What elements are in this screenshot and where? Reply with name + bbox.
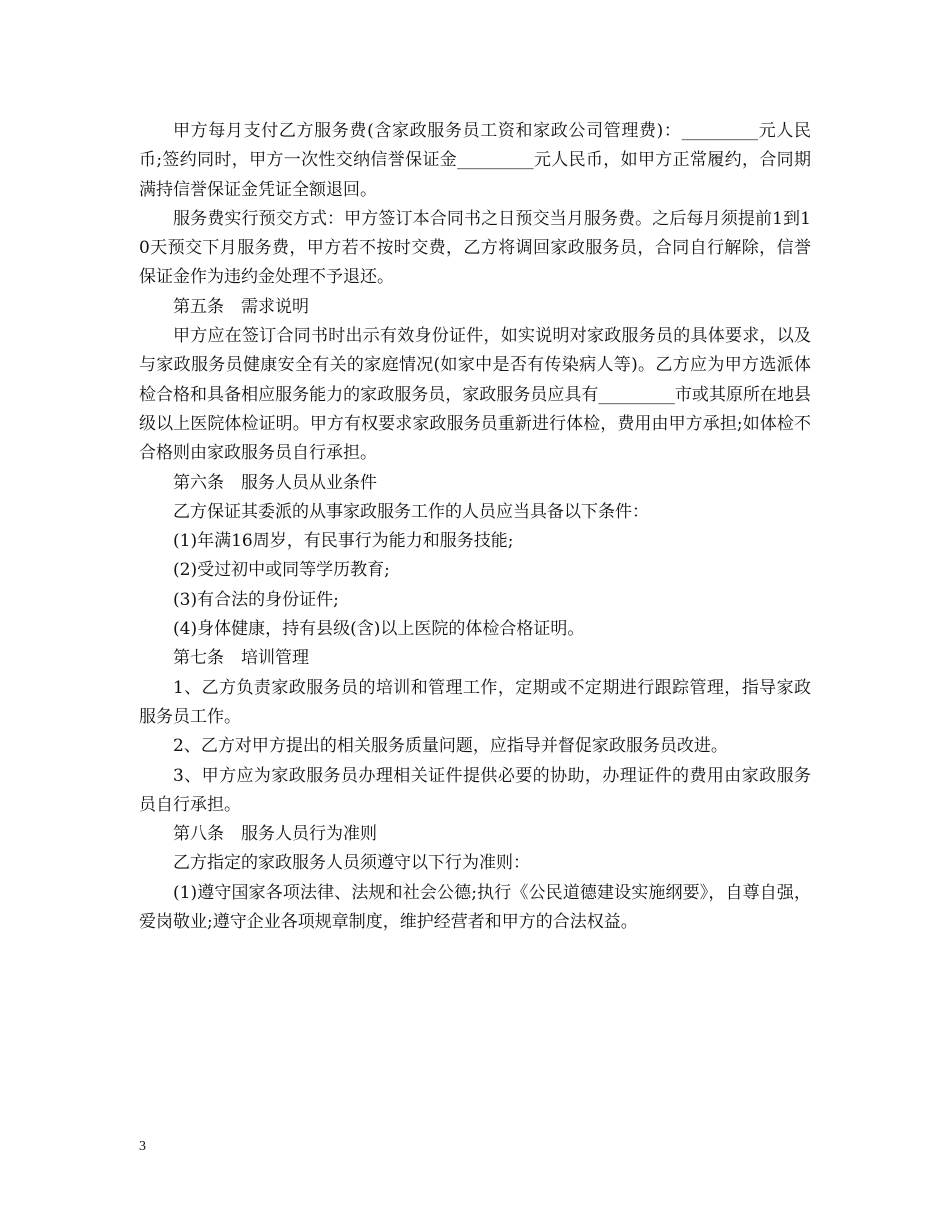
paragraph-prepayment: 服务费实行预交方式：甲方签订本合同书之日预交当月服务费。之后每月须提前1到10天预交下月服务费，甲方若不按时交费，乙方将调回家政服务员，合同自行解除，信誉保证金作为违约金处理不予退还。 — [139, 208, 811, 288]
heading-article-5: 第五条 需求说明 — [173, 296, 309, 317]
paragraph-training-2: 2、乙方对甲方提出的相关服务质量问题，应指导并督促家政服务员改进。 — [173, 736, 728, 757]
heading-article-7: 第七条 培训管理 — [173, 648, 309, 669]
document-body — [139, 117, 811, 937]
paragraph-service-fee: 甲方每月支付乙方服务费(含家政服务员工资和家政公司管理费)：_________元人民币;签约同时，甲方一次性交纳信誉保证金_________元人民币，如甲方正常履约，合同期满持信誉保证金凭证全额退回。 — [139, 121, 811, 200]
paragraph-training-1: 1、乙方负责家政服务员的培训和管理工作，定期或不定期进行跟踪管理，指导家政服务员工作。 — [139, 677, 811, 727]
heading-article-8: 第八条 服务人员行为准则 — [173, 824, 377, 845]
list-item-condition-1: (1)年满16周岁，有民事行为能力和服务技能; — [173, 531, 514, 552]
paragraph-training-3: 3、甲方应为家政服务员办理相关证件提供必要的协助，办理证件的费用由家政服务员自行承担。 — [139, 765, 811, 815]
list-item-condition-2: (2)受过初中或同等学历教育; — [173, 560, 390, 581]
page-number: 3 — [139, 1139, 146, 1154]
list-item-conduct-1: (1)遵守国家各项法律、法规和社会公德;执行《公民道德建设实施纲要》，自尊自强，爱岗敬业;遵守企业各项规章制度，维护经营者和甲方的合法权益。 — [139, 882, 811, 933]
heading-article-6: 第六条 服务人员从业条件 — [173, 472, 377, 493]
paragraph-requirements: 甲方应在签订合同书时出示有效身份证件，如实说明对家政服务员的具体要求，以及与家政服务员健康安全有关的家庭情况(如家中是否有传染病人等)。乙方应为甲方选派体检合格和具备相应服务能力的家政服务员，家政服务员应具有_________市或其原所在地县级以上医院体检证明。甲方有权要求家政服务员重新进行体检，费用由甲方承担;如体检不合格则由家政服务员自行承担。 — [139, 326, 811, 464]
list-item-condition-4: (4)身体健康，持有县级(含)以上医院的体检合格证明。 — [173, 619, 585, 640]
paragraph-conduct-intro: 乙方指定的家政服务人员须遵守以下行为准则： — [173, 853, 530, 874]
paragraph-conditions-intro: 乙方保证其委派的从事家政服务工作的人员应当具备以下条件： — [173, 501, 649, 522]
list-item-condition-3: (3)有合法的身份证件; — [173, 589, 339, 610]
